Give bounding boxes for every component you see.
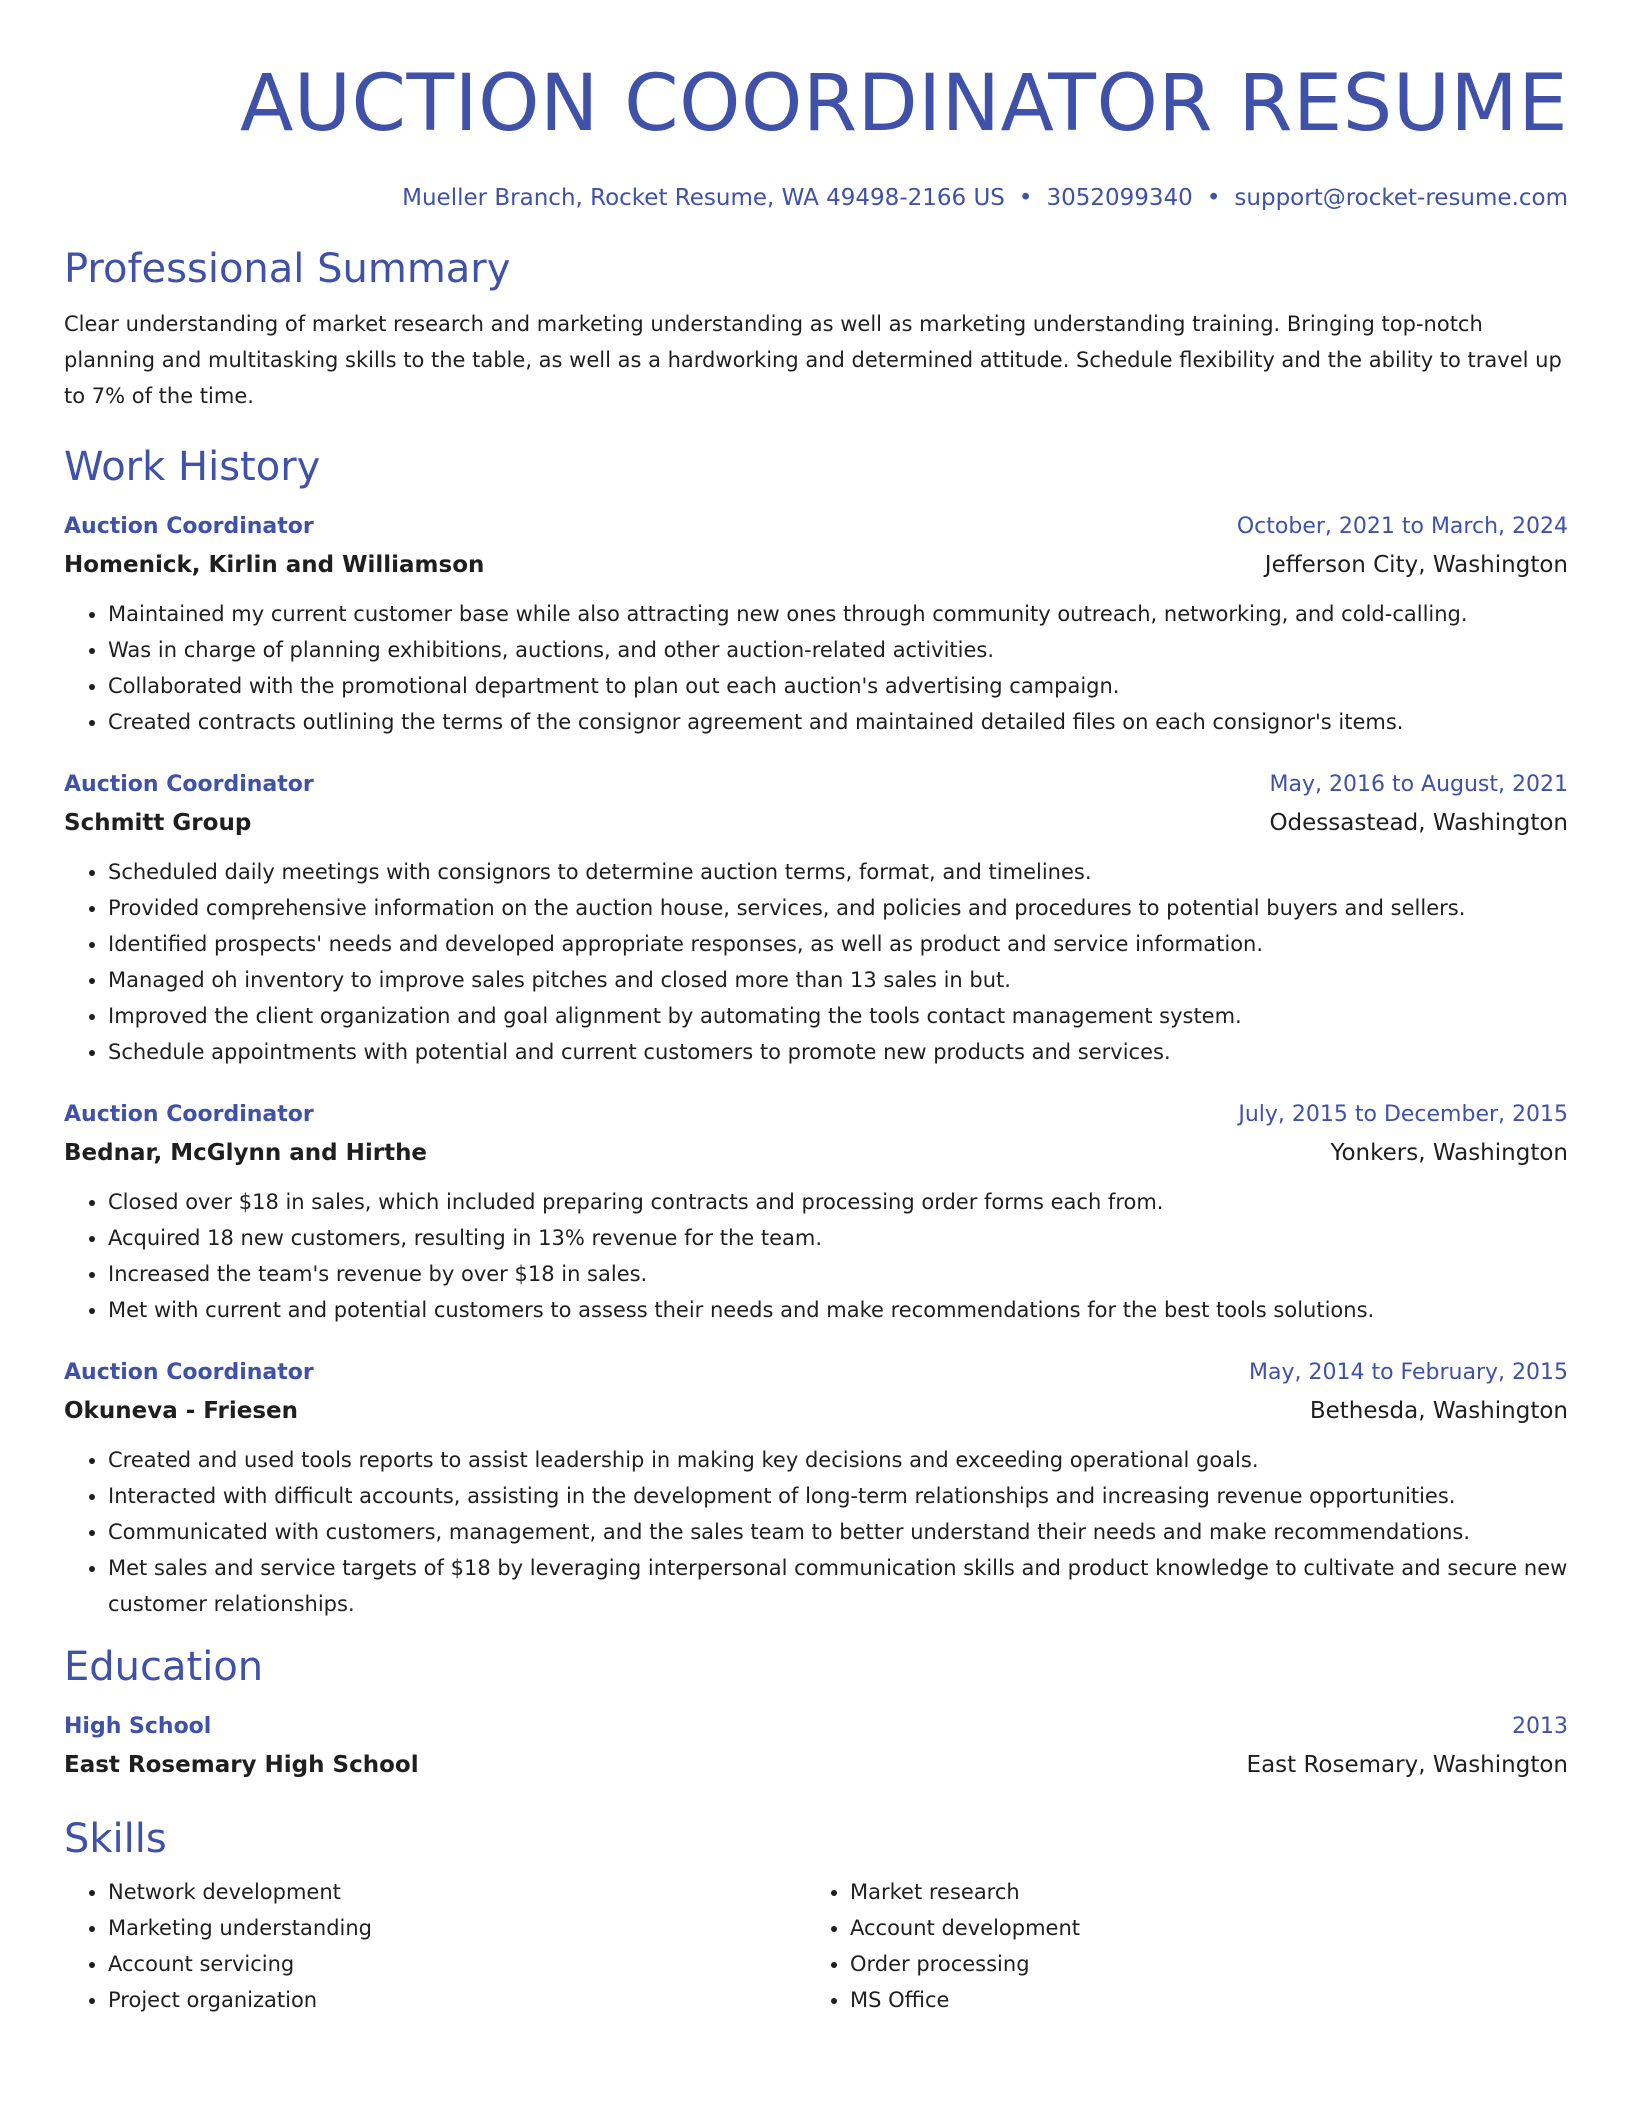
school-name: East Rosemary High School — [64, 1752, 419, 1778]
list-item: • Communicated with customers, management, and the sales team to better understand their needs and make recommendations. — [108, 1514, 1568, 1550]
list-item: • Was in charge of planning exhibitions, auctions, and other auction-related activities. — [108, 632, 1568, 668]
job-entry — [64, 1354, 1568, 1622]
job-employer-row — [64, 1134, 1568, 1172]
skills-column-right — [806, 1874, 1548, 2018]
section-heading-summary: Professional Summary — [64, 246, 511, 292]
job-location: Yonkers, Washington — [1330, 1140, 1568, 1166]
job-employer-row — [64, 546, 1568, 584]
list-item: • Acquired 18 new customers, resulting in 13% revenue for the team. — [108, 1220, 1568, 1256]
job-header-row — [64, 1354, 1568, 1392]
job-bullets — [64, 1442, 1568, 1622]
job-title: Auction Coordinator — [64, 514, 314, 539]
list-item: • Schedule appointments with potential and current customers to promote new products and services. — [108, 1034, 1568, 1070]
job-title: Auction Coordinator — [64, 1102, 314, 1127]
list-item: • Met sales and service targets of $18 by leveraging interpersonal communication skills and product knowledge to cultivate and secure new customer relationships. — [108, 1550, 1568, 1622]
list-item: • Provided comprehensive information on the auction house, services, and policies and procedures to potential buyers and sellers. — [108, 890, 1568, 926]
job-location: Bethesda, Washington — [1309, 1398, 1568, 1424]
job-title: Auction Coordinator — [64, 772, 314, 797]
job-entry — [64, 508, 1568, 740]
list-item: • Interacted with difficult accounts, assisting in the development of long-term relationships and increasing revenue opportunities. — [108, 1478, 1568, 1514]
job-employer-row — [64, 804, 1568, 842]
list-item: • Improved the client organization and goal alignment by automating the tools contact management system. — [108, 998, 1568, 1034]
job-dates: May, 2016 to August, 2021 — [1269, 772, 1568, 797]
separator-dot: • — [1206, 185, 1221, 211]
job-entry — [64, 1096, 1568, 1328]
section-heading-skills: Skills — [64, 1816, 167, 1862]
list-item: • Scheduled daily meetings with consignors to determine auction terms, format, and timelines. — [108, 854, 1568, 890]
education-section — [64, 1640, 1568, 1784]
skill-item: • Market research — [850, 1874, 1548, 1910]
list-item: • Identified prospects' needs and developed appropriate responses, as well as product and service information. — [108, 926, 1568, 962]
job-entry — [64, 766, 1568, 1070]
list-item: • Managed oh inventory to improve sales pitches and closed more than 13 sales in but. — [108, 962, 1568, 998]
section-heading-work: Work History — [64, 444, 321, 490]
skills-column-left — [64, 1874, 806, 2018]
degree: High School — [64, 1714, 212, 1739]
job-location: Odessastead, Washington — [1269, 810, 1568, 836]
employer-name: Bednar, McGlynn and Hirthe — [64, 1140, 428, 1166]
job-header-row — [64, 508, 1568, 546]
job-header-row — [64, 766, 1568, 804]
job-employer-row — [64, 1392, 1568, 1430]
job-header-row — [64, 1096, 1568, 1134]
list-item: • Collaborated with the promotional department to plan out each auction's advertising campaign. — [108, 668, 1568, 704]
contact-line — [64, 182, 1568, 214]
email[interactable]: support@rocket-resume.com — [1234, 185, 1568, 211]
graduation-year: 2013 — [1512, 1714, 1568, 1739]
school-location: East Rosemary, Washington — [1246, 1752, 1568, 1778]
job-bullets — [64, 854, 1568, 1070]
separator-dot: • — [1018, 185, 1033, 211]
employer-name: Schmitt Group — [64, 810, 252, 836]
list-item: • Created and used tools reports to assist leadership in making key decisions and exceeding operational goals. — [108, 1442, 1568, 1478]
skill-item: • Project organization — [108, 1982, 806, 2018]
education-row — [64, 1708, 1568, 1746]
skill-item: • Network development — [108, 1874, 806, 1910]
skill-item: • Marketing understanding — [108, 1910, 806, 1946]
job-location: Jefferson City, Washington — [1264, 552, 1568, 578]
phone[interactable]: 3052099340 — [1046, 185, 1193, 211]
job-dates: July, 2015 to December, 2015 — [1238, 1102, 1568, 1127]
work-history-section — [64, 440, 1568, 1622]
skills-columns — [64, 1874, 1568, 2018]
list-item: • Maintained my current customer base while also attracting new ones through community outreach, networking, and cold-calling. — [108, 596, 1568, 632]
resume-title: AUCTION COORDINATOR RESUME — [240, 59, 1568, 149]
skill-item: • Order processing — [850, 1946, 1548, 1982]
skill-item: • MS Office — [850, 1982, 1548, 2018]
section-heading-education: Education — [64, 1644, 264, 1690]
job-title: Auction Coordinator — [64, 1360, 314, 1385]
skill-item: • Account servicing — [108, 1946, 806, 1982]
employer-name: Okuneva - Friesen — [64, 1398, 298, 1424]
job-list — [64, 508, 1568, 1622]
list-item: • Closed over $18 in sales, which included preparing contracts and processing order forms each from. — [108, 1184, 1568, 1220]
list-item: • Met with current and potential customers to assess their needs and make recommendations for the best tools solutions. — [108, 1292, 1568, 1328]
list-item: • Created contracts outlining the terms of the consignor agreement and maintained detailed files on each consignor's items. — [108, 704, 1568, 740]
address: Mueller Branch, Rocket Resume, WA 49498-2166 US — [402, 185, 1005, 211]
job-bullets — [64, 1184, 1568, 1328]
job-dates: October, 2021 to March, 2024 — [1236, 514, 1568, 539]
skill-item: • Account development — [850, 1910, 1548, 1946]
employer-name: Homenick, Kirlin and Williamson — [64, 552, 485, 578]
list-item: • Increased the team's revenue by over $18 in sales. — [108, 1256, 1568, 1292]
job-bullets — [64, 596, 1568, 740]
job-dates: May, 2014 to February, 2015 — [1249, 1360, 1568, 1385]
skills-section — [64, 1812, 1568, 2018]
summary-section — [64, 242, 1568, 414]
school-row — [64, 1746, 1568, 1784]
education-entry — [64, 1708, 1568, 1784]
summary-text: Clear understanding of market research and marketing understanding as well as marketing understanding training. Bringing top-notch planning and multitasking skills to the table, as well as a hardworking and determined attitude. Schedule flexibility and the ability to travel up to 7% of the time. — [64, 312, 1562, 408]
